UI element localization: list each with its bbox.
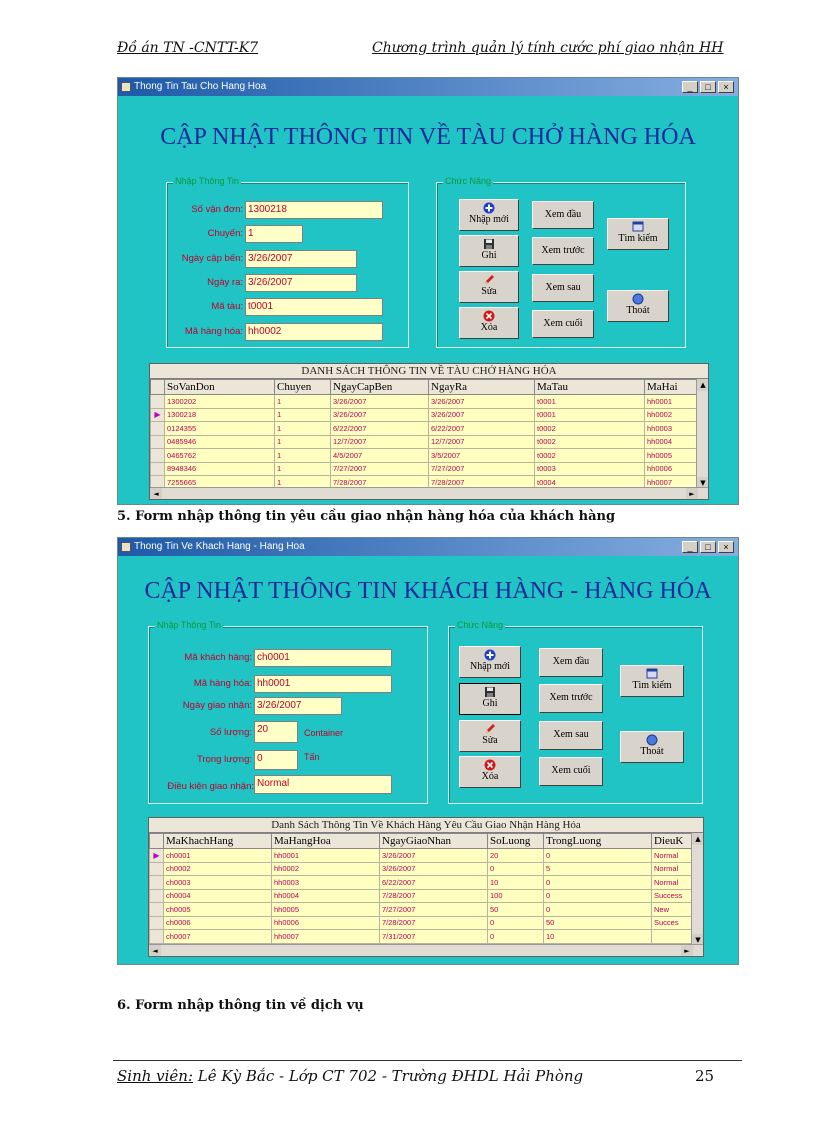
scroll-down-icon[interactable]: ▼ xyxy=(692,934,704,946)
table-cell[interactable]: 12/7/2007 xyxy=(429,435,535,449)
search-button-label: Tìm kiếm xyxy=(632,680,672,691)
column-header[interactable]: MaTau xyxy=(535,380,645,395)
row-indicator xyxy=(150,903,164,917)
table-cell[interactable]: 1 xyxy=(275,435,331,449)
table-row[interactable] xyxy=(151,395,699,409)
field-label-ma-tau: Mã tàu: xyxy=(211,301,243,312)
ship-grid-caption: DANH SÁCH THÔNG TIN VỀ TÀU CHỞ HÀNG HÓA xyxy=(150,364,708,379)
ship-form-title: CẬP NHẬT THÔNG TIN VỀ TÀU CHỞ HÀNG HÓA xyxy=(160,124,696,150)
field-label-ma-khach-hang: Mã khách hàng: xyxy=(184,652,252,663)
table-cell[interactable]: t0002 xyxy=(535,435,645,449)
table-cell[interactable]: 0 xyxy=(544,889,652,903)
table-cell[interactable]: hh0005 xyxy=(272,903,380,917)
table-row[interactable] xyxy=(150,903,694,917)
table-cell[interactable] xyxy=(652,930,694,944)
table-cell[interactable]: hh0005 xyxy=(645,449,699,463)
table-cell[interactable]: 10 xyxy=(544,930,652,944)
column-header[interactable]: NgayGiaoNhan xyxy=(380,834,488,849)
chuyen-input[interactable]: 1 xyxy=(245,225,303,243)
table-cell[interactable]: t0001 xyxy=(535,408,645,422)
row-indicator xyxy=(151,422,165,436)
table-cell[interactable]: hh0003 xyxy=(272,876,380,890)
table-row[interactable] xyxy=(151,462,699,476)
window-app-icon xyxy=(121,82,131,92)
field-label-ngay-ra: Ngày ra: xyxy=(207,277,243,288)
footer-rule xyxy=(113,1060,742,1061)
field-label-chuyen: Chuyến: xyxy=(207,228,243,239)
table-cell[interactable]: 0124355 xyxy=(165,422,275,436)
table-cell[interactable]: hh0007 xyxy=(645,476,699,490)
customer-grid-table xyxy=(149,833,694,944)
delete-button[interactable] xyxy=(459,756,521,788)
table-cell[interactable]: 0 xyxy=(544,876,652,890)
footer-text: Lê Kỳ Bắc - Lớp CT 702 - Trường ĐHDL Hải Phòng xyxy=(193,1067,584,1085)
header-left: Đồ án TN -CNTT-K7 xyxy=(117,40,259,56)
table-row[interactable] xyxy=(151,408,699,422)
table-cell[interactable]: 7/28/2007 xyxy=(429,476,535,490)
ship-grid-horizontal-scrollbar[interactable] xyxy=(150,487,709,499)
pencil-icon xyxy=(484,723,496,735)
section-6-caption: 6. Form nhập thông tin về dịch vụ xyxy=(117,998,364,1013)
customer-form-title: CẬP NHẬT THÔNG TIN KHÁCH HÀNG - HÀNG HÓA xyxy=(144,578,712,604)
customer-grid-caption: Danh Sách Thông Tin Về Khách Hàng Yêu Cầu Giao Nhận Hàng Hóa xyxy=(149,818,703,833)
table-cell[interactable]: 0485946 xyxy=(165,435,275,449)
table-cell[interactable]: Success xyxy=(652,889,694,903)
new-button[interactable] xyxy=(459,646,521,678)
dieu-kien-giao-nhan-input[interactable]: Normal xyxy=(254,775,392,794)
ma-tau-input[interactable]: t0001 xyxy=(245,298,383,316)
save-button-label: Ghi xyxy=(481,250,497,261)
table-cell[interactable]: 1300202 xyxy=(165,395,275,409)
customer-data-grid[interactable] xyxy=(148,817,704,957)
table-cell[interactable]: Normal xyxy=(652,849,694,863)
minimize-icon[interactable]: _ xyxy=(682,541,698,553)
table-cell[interactable]: hh0004 xyxy=(272,889,380,903)
so-luong-unit: Container xyxy=(304,728,344,738)
column-header[interactable]: NgayCapBen xyxy=(331,380,429,395)
field-label-so-van-don: Số vận đơn: xyxy=(191,204,243,215)
search-button-label: Tìm kiếm xyxy=(618,233,658,244)
customer-form-window xyxy=(117,537,739,965)
row-indicator xyxy=(151,449,165,463)
table-cell[interactable]: t0002 xyxy=(535,422,645,436)
table-cell[interactable]: hh0004 xyxy=(645,435,699,449)
close-icon[interactable]: × xyxy=(718,541,734,553)
table-cell[interactable]: 1300218 xyxy=(165,408,275,422)
close-icon[interactable]: × xyxy=(718,81,734,93)
table-cell[interactable]: 7/31/2007 xyxy=(380,930,488,944)
table-cell[interactable]: 5 xyxy=(544,862,652,876)
ship-grid-vertical-scrollbar[interactable] xyxy=(696,379,708,489)
column-header[interactable]: MaHangHoa xyxy=(272,834,380,849)
floppy-disk-icon xyxy=(484,686,496,698)
table-cell[interactable]: 3/26/2007 xyxy=(429,395,535,409)
table-cell[interactable]: 10 xyxy=(488,876,544,890)
row-indicator: ▶ xyxy=(150,849,164,863)
table-cell[interactable]: 8948346 xyxy=(165,462,275,476)
prev-record-button[interactable]: Xem trước xyxy=(532,237,594,265)
table-cell[interactable]: Normal xyxy=(652,876,694,890)
customer-grid-horizontal-scrollbar[interactable] xyxy=(149,944,704,956)
field-label-dieu-kien-giao-nhan: Điều kiện giao nhận: xyxy=(167,781,254,792)
table-cell[interactable]: 7/28/2007 xyxy=(380,916,488,930)
column-header[interactable]: TrongLuong xyxy=(544,834,652,849)
table-cell[interactable]: 3/26/2007 xyxy=(331,408,429,422)
scroll-right-icon[interactable]: ► xyxy=(681,945,693,957)
scroll-left-icon[interactable]: ◄ xyxy=(150,488,162,500)
column-header[interactable]: SoVanDon xyxy=(165,380,275,395)
ship-form-window-title: Thong Tin Tau Cho Hang Hoa xyxy=(134,81,267,92)
new-button-label: Nhập mới xyxy=(469,661,510,672)
table-row[interactable] xyxy=(151,422,699,436)
field-label-ma-hang-hoa: Mã hàng hóa: xyxy=(193,678,252,689)
table-cell[interactable]: 0 xyxy=(488,916,544,930)
pencil-icon xyxy=(483,274,495,286)
first-record-button[interactable]: Xem đầu xyxy=(532,201,594,229)
header-right: Chương trình quản lý tính cước phí giao nhận HH xyxy=(372,40,724,56)
ship-grid-table xyxy=(150,379,699,490)
table-cell[interactable]: 100 xyxy=(488,889,544,903)
field-label-trong-luong: Trọng lượng: xyxy=(196,754,252,765)
row-indicator-header xyxy=(151,380,165,395)
save-button[interactable] xyxy=(459,683,521,715)
table-row[interactable] xyxy=(150,876,694,890)
table-cell[interactable]: t0001 xyxy=(535,395,645,409)
field-label-ngay-cap-ben: Ngày cập bến: xyxy=(181,253,243,264)
plus-circle-icon xyxy=(484,649,496,661)
ship-data-grid[interactable] xyxy=(149,363,709,500)
ngay-giao-nhan-input[interactable]: 3/26/2007 xyxy=(254,697,342,715)
table-cell[interactable]: ch0003 xyxy=(164,876,272,890)
edit-button-label: Sửa xyxy=(481,286,497,297)
scroll-right-icon[interactable]: ► xyxy=(686,488,698,500)
ship-input-group-label: Nhập Thông Tin xyxy=(175,176,239,186)
exit-button-label: Thoát xyxy=(626,305,650,316)
table-cell[interactable]: 0465762 xyxy=(165,449,275,463)
table-cell[interactable]: 3/26/2007 xyxy=(380,862,488,876)
table-cell[interactable]: 7/27/2007 xyxy=(429,462,535,476)
table-cell[interactable]: ch0002 xyxy=(164,862,272,876)
footer-student xyxy=(117,1067,583,1085)
table-cell[interactable]: hh0006 xyxy=(272,916,380,930)
ngay-ra-input[interactable]: 3/26/2007 xyxy=(245,274,357,292)
table-row[interactable] xyxy=(150,862,694,876)
field-label-ngay-giao-nhan: Ngày giao nhận: xyxy=(182,700,252,711)
ma-hang-hoa-input[interactable]: hh0002 xyxy=(245,323,383,341)
table-row[interactable] xyxy=(150,930,694,944)
scroll-up-icon[interactable]: ▲ xyxy=(697,379,709,391)
table-cell[interactable]: hh0006 xyxy=(645,462,699,476)
next-record-button[interactable]: Xem sau xyxy=(539,721,603,750)
row-indicator: ▶ xyxy=(151,408,165,422)
table-cell[interactable]: hh0002 xyxy=(272,862,380,876)
table-cell[interactable]: hh0003 xyxy=(645,422,699,436)
table-cell[interactable]: 7/27/2007 xyxy=(380,903,488,917)
search-window-icon xyxy=(646,668,658,680)
table-row[interactable] xyxy=(151,449,699,463)
table-cell[interactable]: 12/7/2007 xyxy=(331,435,429,449)
customer-function-group-label: Chức Năng xyxy=(457,620,504,630)
table-cell[interactable]: 0 xyxy=(544,903,652,917)
table-cell[interactable]: Succes xyxy=(652,916,694,930)
first-record-button[interactable]: Xem đầu xyxy=(539,648,603,677)
table-cell[interactable]: 7/27/2007 xyxy=(331,462,429,476)
floppy-disk-icon xyxy=(483,238,495,250)
table-cell[interactable]: 1 xyxy=(275,449,331,463)
table-cell[interactable]: 6/22/2007 xyxy=(429,422,535,436)
table-cell[interactable]: 1 xyxy=(275,395,331,409)
plus-circle-icon xyxy=(483,202,495,214)
search-window-icon xyxy=(632,221,644,233)
table-cell[interactable]: 3/5/2007 xyxy=(429,449,535,463)
table-cell[interactable]: 50 xyxy=(488,903,544,917)
minimize-icon[interactable]: _ xyxy=(682,81,698,93)
edit-button[interactable] xyxy=(459,271,519,303)
ship-form-window xyxy=(117,77,739,505)
customer-input-group-label: Nhập Thông Tin xyxy=(157,620,221,630)
delete-button[interactable] xyxy=(459,307,519,339)
page-number: 25 xyxy=(695,1067,715,1085)
next-record-button[interactable]: Xem sau xyxy=(532,274,594,302)
row-indicator xyxy=(150,889,164,903)
edit-button[interactable] xyxy=(459,720,521,752)
table-row[interactable] xyxy=(150,916,694,930)
table-cell[interactable]: ch0006 xyxy=(164,916,272,930)
table-cell[interactable]: 20 xyxy=(488,849,544,863)
delete-button-label: Xóa xyxy=(480,322,498,333)
table-cell[interactable]: Normal xyxy=(652,862,694,876)
ma-khach-hang-input[interactable]: ch0001 xyxy=(254,649,392,667)
table-row[interactable] xyxy=(150,889,694,903)
maximize-icon[interactable]: □ xyxy=(700,541,716,553)
customer-grid-vertical-scrollbar[interactable] xyxy=(691,833,703,946)
new-button-label: Nhập mới xyxy=(468,214,509,225)
table-cell[interactable]: 1 xyxy=(275,408,331,422)
row-indicator xyxy=(150,930,164,944)
table-cell[interactable]: 0 xyxy=(544,849,652,863)
table-cell[interactable]: hh0001 xyxy=(272,849,380,863)
table-cell[interactable]: hh0007 xyxy=(272,930,380,944)
table-cell[interactable]: New xyxy=(652,903,694,917)
so-van-don-input[interactable]: 1300218 xyxy=(245,201,383,219)
trong-luong-input[interactable]: 0 xyxy=(254,750,298,770)
table-cell[interactable]: 1 xyxy=(275,422,331,436)
search-button[interactable] xyxy=(620,665,684,697)
last-record-button[interactable]: Xem cuối xyxy=(532,310,594,338)
exit-circle-icon xyxy=(632,293,644,305)
table-cell[interactable]: 6/22/2007 xyxy=(380,876,488,890)
table-cell[interactable]: 1 xyxy=(275,476,331,490)
row-indicator-header xyxy=(150,834,164,849)
column-header[interactable]: MaKhachHang xyxy=(164,834,272,849)
table-cell[interactable]: ch0007 xyxy=(164,930,272,944)
last-record-button[interactable]: Xem cuối xyxy=(539,757,603,786)
search-button[interactable] xyxy=(607,218,669,250)
table-cell[interactable]: hh0001 xyxy=(645,395,699,409)
table-row[interactable] xyxy=(150,849,694,863)
save-button-label: Ghi xyxy=(482,698,498,709)
table-cell[interactable]: ch0005 xyxy=(164,903,272,917)
table-row[interactable] xyxy=(151,435,699,449)
section-5-caption: 5. Form nhập thông tin yêu cầu giao nhận hàng hóa của khách hàng xyxy=(117,509,616,524)
row-indicator xyxy=(151,462,165,476)
table-cell[interactable]: hh0002 xyxy=(645,408,699,422)
table-cell[interactable]: 7255665 xyxy=(165,476,275,490)
table-cell[interactable]: 3/26/2007 xyxy=(331,395,429,409)
ship-function-group-label: Chức Năng xyxy=(445,176,492,186)
table-cell[interactable]: 0 xyxy=(488,862,544,876)
column-header[interactable]: SoLuong xyxy=(488,834,544,849)
row-indicator xyxy=(151,395,165,409)
field-label-so-luong: Số lượng: xyxy=(209,727,252,738)
edit-button-label: Sửa xyxy=(482,735,498,746)
table-cell[interactable]: t0003 xyxy=(535,462,645,476)
field-label-ma-hang-hoa: Mã hàng hóa: xyxy=(184,326,243,337)
exit-button[interactable] xyxy=(607,290,669,322)
footer-label: Sinh viên: xyxy=(117,1067,194,1085)
row-indicator xyxy=(150,876,164,890)
table-cell[interactable]: 3/26/2007 xyxy=(429,408,535,422)
table-cell[interactable]: 4/5/2007 xyxy=(331,449,429,463)
column-header[interactable]: NgayRa xyxy=(429,380,535,395)
exit-circle-icon xyxy=(646,734,658,746)
delete-button-label: Xóa xyxy=(481,771,499,782)
row-indicator xyxy=(150,862,164,876)
exit-button[interactable] xyxy=(620,731,684,763)
scroll-up-icon[interactable]: ▲ xyxy=(692,833,704,845)
table-cell[interactable]: 6/22/2007 xyxy=(331,422,429,436)
column-header[interactable]: Chuyen xyxy=(275,380,331,395)
column-header[interactable]: DieuK xyxy=(652,834,694,849)
table-cell[interactable]: ch0001 xyxy=(164,849,272,863)
table-cell[interactable]: 7/28/2007 xyxy=(331,476,429,490)
delete-x-icon xyxy=(483,310,495,322)
prev-record-button[interactable]: Xem trước xyxy=(539,684,603,713)
exit-button-label: Thoát xyxy=(640,746,664,757)
ship-form-titlebar xyxy=(118,78,738,96)
save-button[interactable] xyxy=(459,235,519,267)
table-cell[interactable]: 3/26/2007 xyxy=(380,849,488,863)
row-indicator xyxy=(150,916,164,930)
maximize-icon[interactable]: □ xyxy=(700,81,716,93)
row-indicator xyxy=(151,435,165,449)
delete-x-icon xyxy=(484,759,496,771)
table-cell[interactable]: 7/28/2007 xyxy=(380,889,488,903)
customer-form-window-title: Thong Tin Ve Khach Hang - Hang Hoa xyxy=(134,541,305,552)
trong-luong-unit: Tấn xyxy=(304,752,320,762)
table-cell[interactable]: 50 xyxy=(544,916,652,930)
ngay-cap-ben-input[interactable]: 3/26/2007 xyxy=(245,250,357,268)
so-luong-input[interactable]: 20 xyxy=(254,721,298,743)
table-cell[interactable]: 0 xyxy=(488,930,544,944)
table-cell[interactable]: 1 xyxy=(275,462,331,476)
scroll-down-icon[interactable]: ▼ xyxy=(697,477,709,489)
window-app-icon xyxy=(121,542,131,552)
column-header[interactable]: MaHai xyxy=(645,380,699,395)
table-cell[interactable]: t0004 xyxy=(535,476,645,490)
table-cell[interactable]: ch0004 xyxy=(164,889,272,903)
table-cell[interactable]: t0002 xyxy=(535,449,645,463)
scroll-left-icon[interactable]: ◄ xyxy=(149,945,161,957)
customer-form-titlebar xyxy=(118,538,738,556)
customer-ma-hang-hoa-input[interactable]: hh0001 xyxy=(254,675,392,693)
new-button[interactable] xyxy=(459,199,519,231)
